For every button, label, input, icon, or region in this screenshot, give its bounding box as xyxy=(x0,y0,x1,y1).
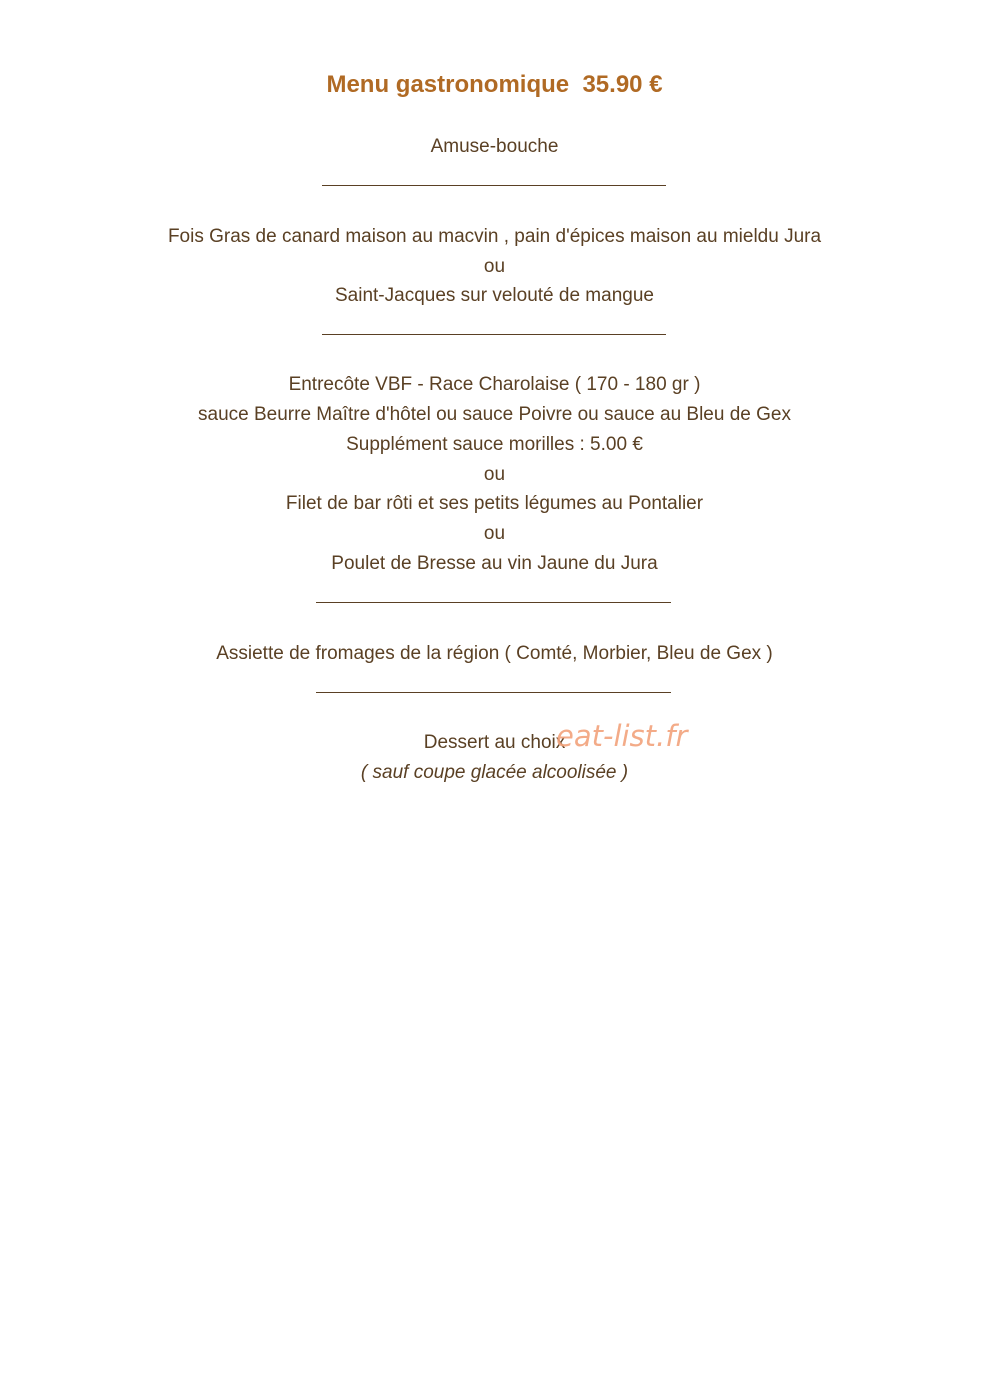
section-divider xyxy=(322,185,666,186)
starter-or: ou xyxy=(483,256,506,277)
main-or-2: ou xyxy=(483,523,506,544)
main-option-1-supplement: Supplément sauce morilles : 5.00 € xyxy=(346,434,643,455)
main-option-3: Poulet de Bresse au vin Jaune du Jura xyxy=(331,553,658,574)
main-option-1-sauce: sauce Beurre Maître d'hôtel ou sauce Poivre ou sauce au Bleu de Gex xyxy=(198,404,791,425)
main-or-1: ou xyxy=(483,464,506,485)
watermark-logo: eat-list.fr xyxy=(556,719,688,753)
section-divider xyxy=(316,692,671,693)
cheese-plate: Assiette de fromages de la région ( Comté, Morbier, Bleu de Gex ) xyxy=(216,643,773,664)
dessert-choice: Dessert au choix xyxy=(423,732,566,753)
main-option-1: Entrecôte VBF - Race Charolaise ( 170 - 180 gr ) xyxy=(288,374,701,395)
dessert-note: ( sauf coupe glacée alcoolisée ) xyxy=(360,762,629,783)
section-divider xyxy=(322,334,666,335)
amuse-bouche: Amuse-bouche xyxy=(430,136,559,157)
starter-option-1: Fois Gras de canard maison au macvin , pain d'épices maison au mieldu Jura xyxy=(167,226,822,247)
menu-title: Menu gastronomique 35.90 € xyxy=(326,71,663,98)
section-divider xyxy=(316,602,671,603)
main-option-2: Filet de bar rôti et ses petits légumes au Pontalier xyxy=(285,493,704,514)
starter-option-2: Saint-Jacques sur velouté de mangue xyxy=(335,285,654,306)
